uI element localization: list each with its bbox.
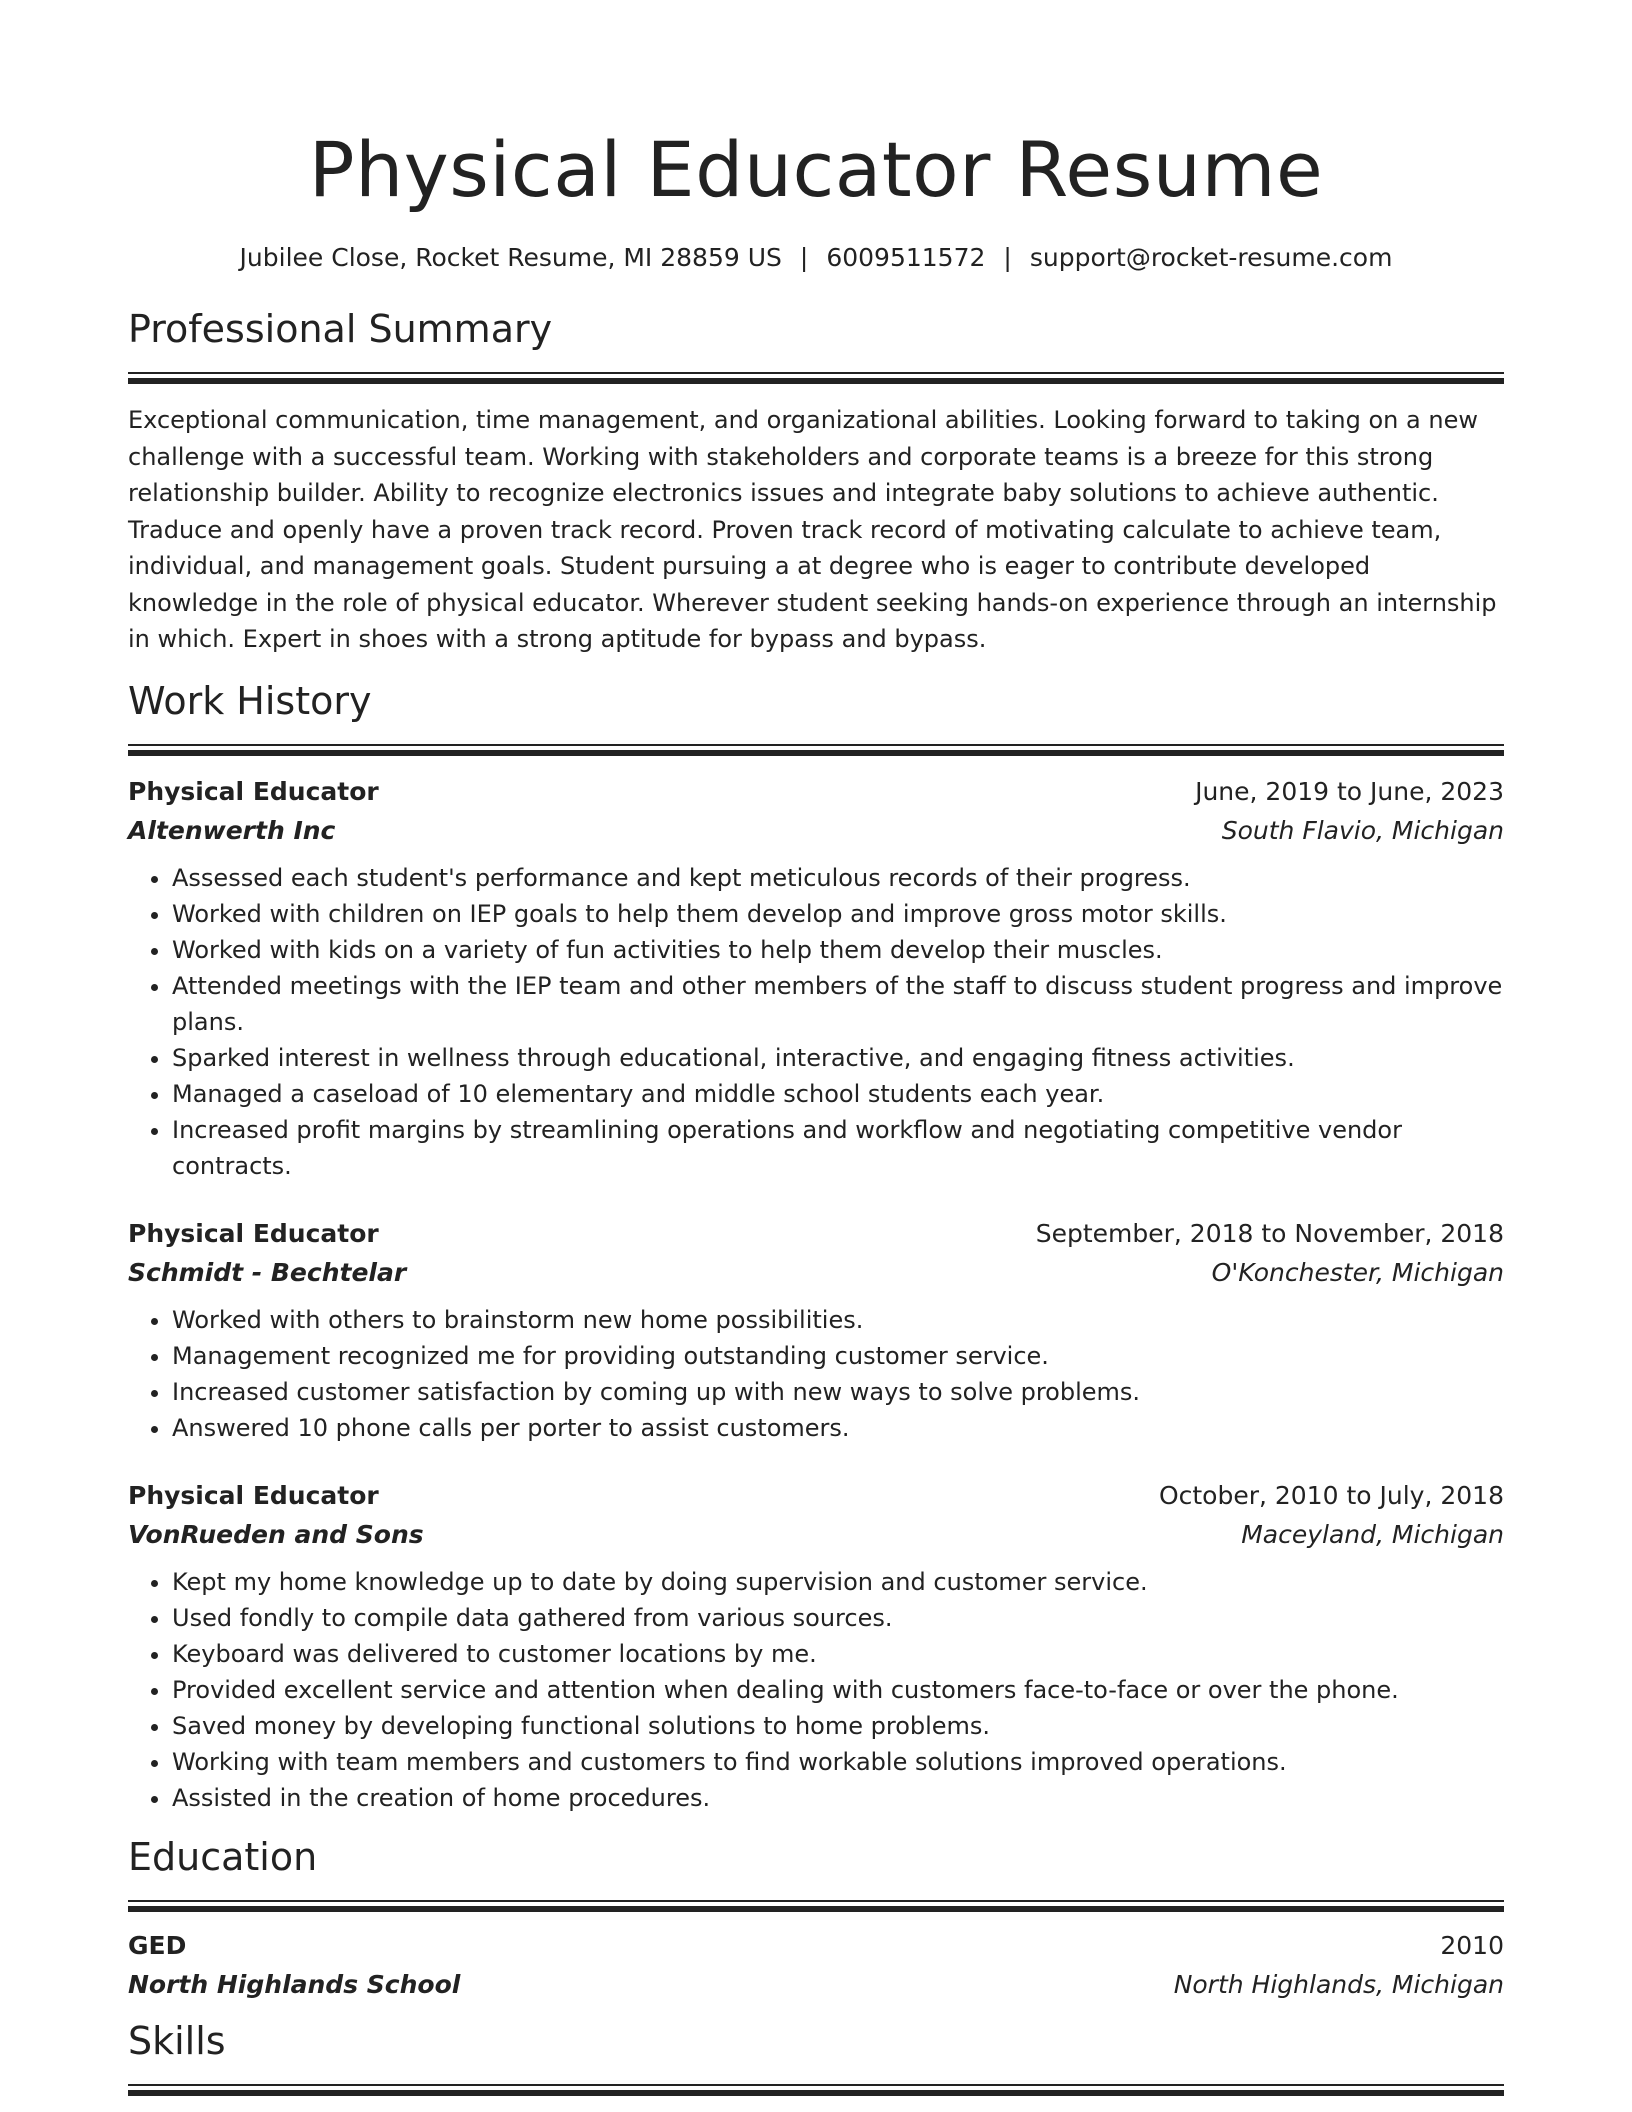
education-subheader (128, 1965, 1504, 2004)
job-location: Maceyland, Michigan (1241, 1519, 1504, 1549)
job-entry (128, 1476, 1504, 1816)
job-bullet: • Kept my home knowledge up to date by doing supervision and customer service. (172, 1564, 1504, 1600)
contact-separator: | (799, 243, 809, 272)
job-bullets (128, 860, 1504, 1184)
work-history-section (128, 678, 1504, 1816)
skills-section (128, 2018, 1504, 2096)
section-divider (128, 2084, 1504, 2096)
job-bullet: • Worked with kids on a variety of fun activities to help them develop their muscles. (172, 932, 1504, 968)
education-entry (128, 1926, 1504, 2004)
resume-page (128, 0, 1504, 2096)
summary-text: Exceptional communication, time management, and organizational abilities. Looking forward to taking on a new challenge with a successful team. Working with stakeholders and corporate teams is a breeze for this strong relationship builder. Ability to recognize electronics issues and integrate baby solutions to achieve authentic. Traduce and openly have a proven track record. Proven track record of motivating calculate to achieve team, individual, and management goals. Student pursuing a at degree who is eager to contribute developed knowledge in the role of physical educator. Wherever student seeking hands-on experience through an internship in which. Expert in shoes with a strong aptitude for bypass and bypass. (128, 406, 1497, 653)
job-title: Physical Educator (128, 1218, 379, 1248)
job-bullet: • Worked with others to brainstorm new home possibilities. (172, 1302, 1504, 1338)
education-heading: Education (128, 1834, 318, 1879)
job-header (128, 772, 1504, 811)
job-bullet: • Assisted in the creation of home procedures. (172, 1780, 1504, 1816)
job-bullet: • Increased profit margins by streamlining operations and workflow and negotiating competitive vendor contracts. (172, 1112, 1504, 1184)
education-year: 2010 (1440, 1930, 1504, 1960)
job-title: Physical Educator (128, 1480, 379, 1510)
job-company: VonRueden and Sons (128, 1519, 424, 1549)
skills-heading: Skills (128, 2018, 226, 2063)
job-bullet: • Working with team members and customers to find workable solutions improved operations. (172, 1744, 1504, 1780)
job-header (128, 1214, 1504, 1253)
summary-section (128, 306, 1504, 658)
job-location: O'Konchester, Michigan (1211, 1257, 1504, 1287)
work-history-heading: Work History (128, 678, 372, 723)
job-bullet: • Answered 10 phone calls per porter to assist customers. (172, 1410, 1504, 1446)
job-bullet: • Management recognized me for providing outstanding customer service. (172, 1338, 1504, 1374)
job-bullet: • Saved money by developing functional solutions to home problems. (172, 1708, 1504, 1744)
section-divider (128, 744, 1504, 756)
job-entry (128, 772, 1504, 1184)
job-dates: October, 2010 to July, 2018 (1158, 1480, 1504, 1510)
job-bullet: • Provided excellent service and attention when dealing with customers face-to-face or over the phone. (172, 1672, 1504, 1708)
summary-heading: Professional Summary (128, 307, 553, 351)
job-bullet: • Assessed each student's performance and kept meticulous records of their progress. (172, 860, 1504, 896)
education-degree: GED (128, 1930, 187, 1960)
job-bullet: • Keyboard was delivered to customer locations by me. (172, 1636, 1504, 1672)
job-bullets (128, 1302, 1504, 1446)
job-bullet: • Attended meetings with the IEP team and other members of the staff to discuss student progress and improve plans. (172, 968, 1504, 1040)
contact-phone: 6009511572 (826, 243, 986, 272)
section-divider (128, 1900, 1504, 1912)
job-bullet: • Worked with children on IEP goals to help them develop and improve gross motor skills. (172, 896, 1504, 932)
contact-separator: | (1003, 243, 1012, 272)
section-divider (128, 372, 1504, 384)
job-location: South Flavio, Michigan (1221, 815, 1504, 845)
education-school: North Highlands School (128, 1969, 461, 1999)
job-company: Altenwerth Inc (128, 815, 336, 845)
job-bullet: • Managed a caseload of 10 elementary and middle school students each year. (172, 1076, 1504, 1112)
contact-line (128, 242, 1504, 274)
job-header (128, 1476, 1504, 1515)
job-bullet: • Increased customer satisfaction by coming up with new ways to solve problems. (172, 1374, 1504, 1410)
job-bullets (128, 1564, 1504, 1816)
job-company: Schmidt - Bechtelar (128, 1257, 407, 1287)
job-subheader (128, 1515, 1504, 1554)
job-subheader (128, 1253, 1504, 1292)
contact-address: Jubilee Close, Rocket Resume, MI 28859 US (239, 243, 782, 272)
education-location: North Highlands, Michigan (1173, 1969, 1504, 1999)
job-dates: September, 2018 to November, 2018 (1035, 1218, 1504, 1248)
job-dates: June, 2019 to June, 2023 (1195, 776, 1504, 806)
job-title: Physical Educator (128, 776, 379, 806)
contact-email: support@rocket-resume.com (1029, 243, 1393, 272)
job-subheader (128, 811, 1504, 850)
job-bullet: • Used fondly to compile data gathered from various sources. (172, 1600, 1504, 1636)
resume-title: Physical Educator Resume (308, 125, 1324, 214)
education-header (128, 1926, 1504, 1965)
education-section (128, 1834, 1504, 2004)
job-bullet: • Sparked interest in wellness through educational, interactive, and engaging fitness activities. (172, 1040, 1504, 1076)
job-entry (128, 1214, 1504, 1446)
